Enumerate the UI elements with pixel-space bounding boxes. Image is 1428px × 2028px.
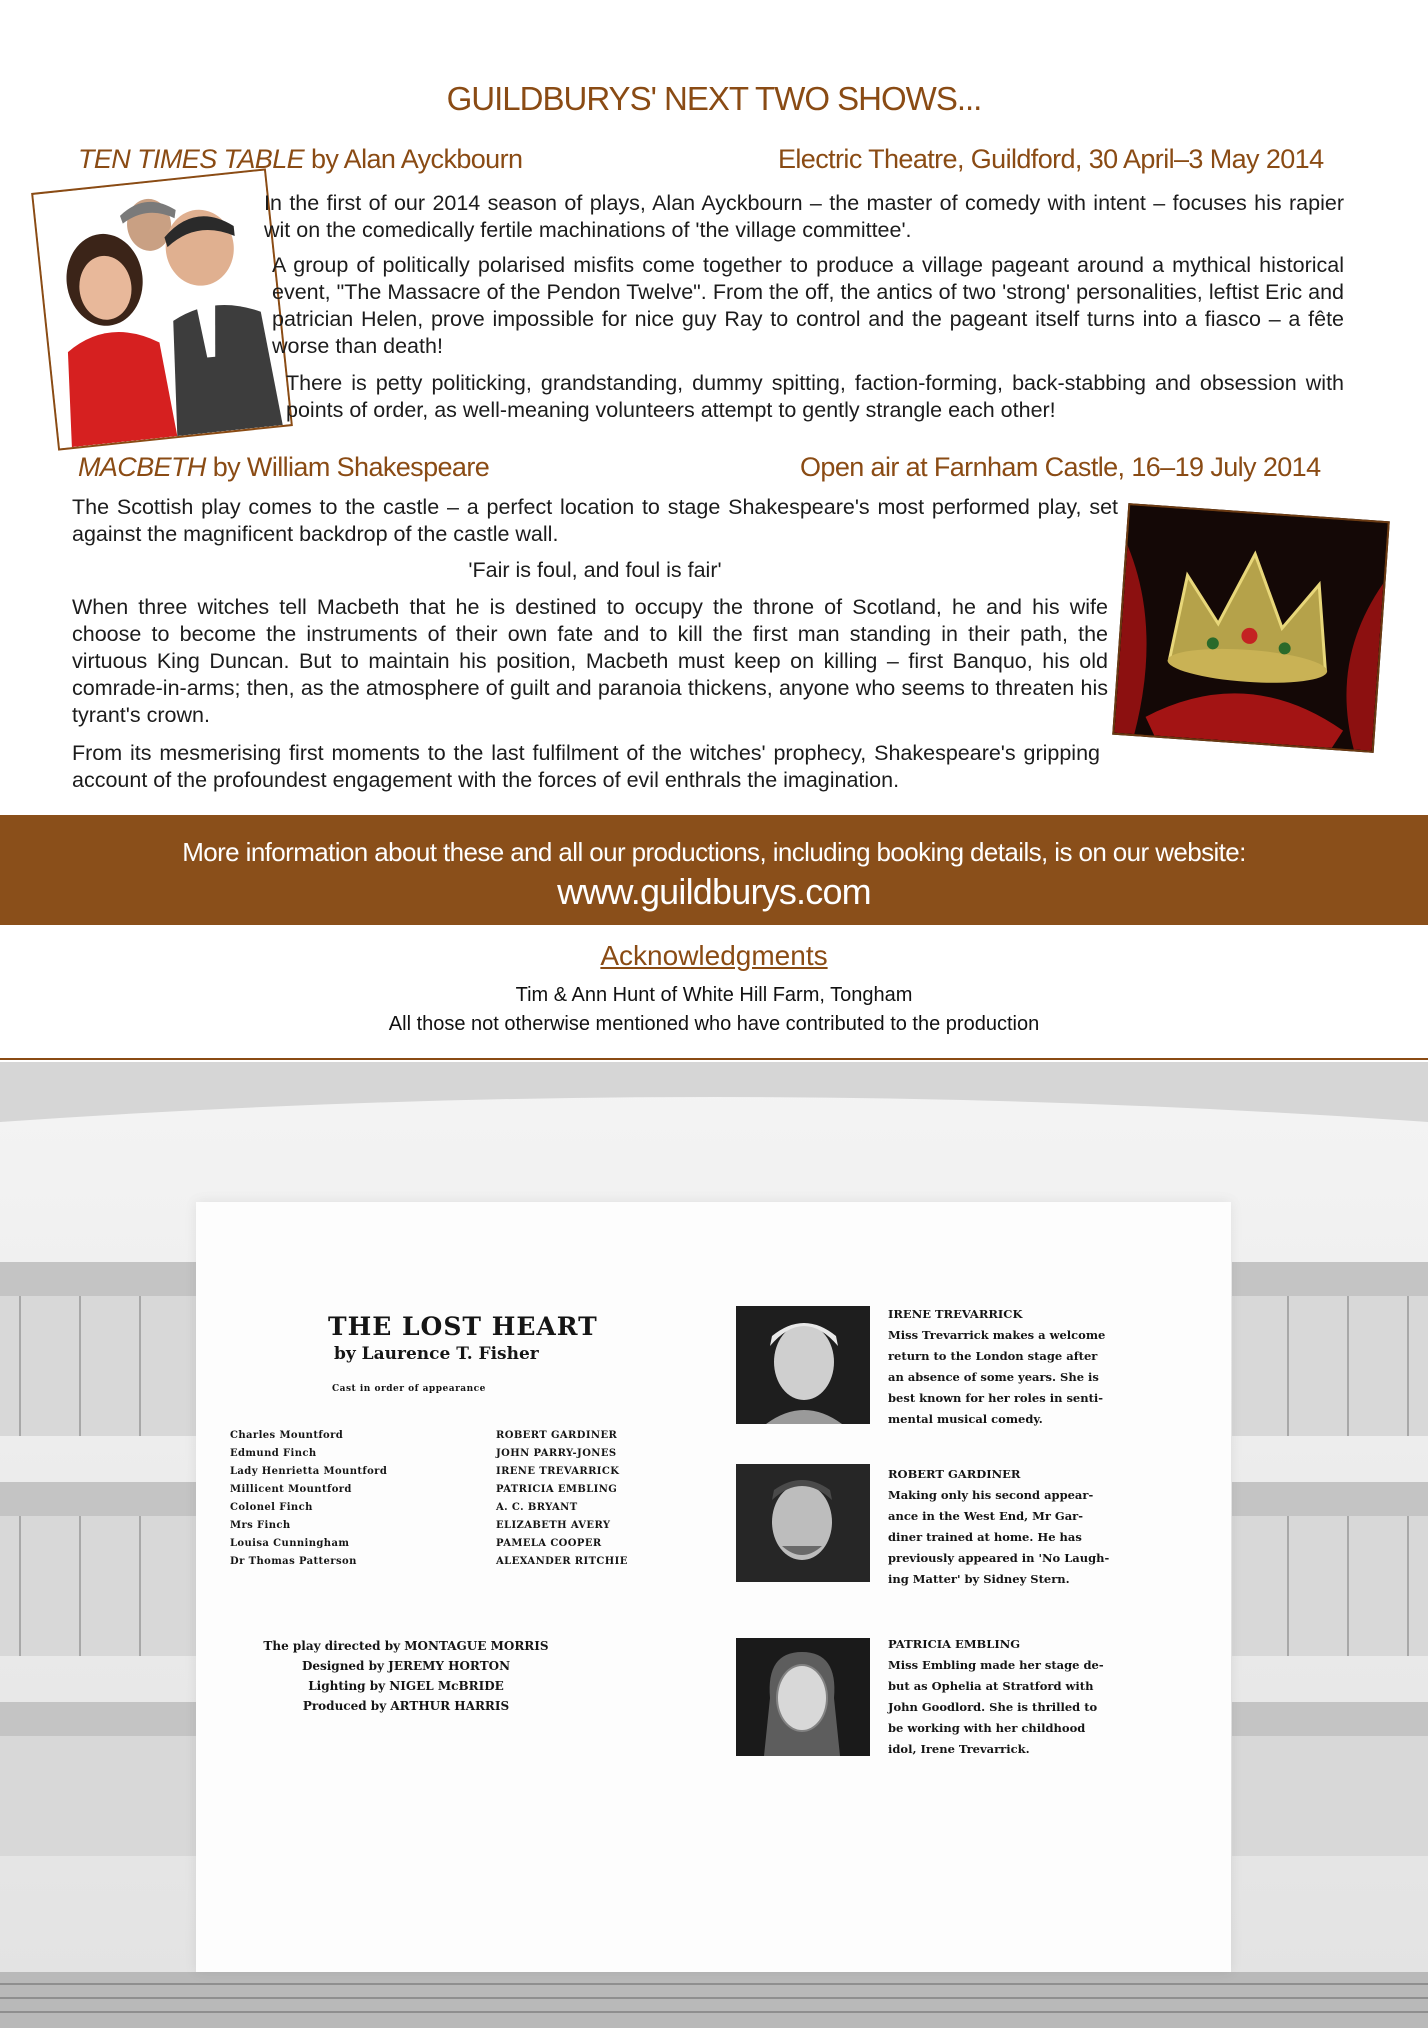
cast-role: Louisa Cunningham <box>230 1538 350 1549</box>
banner-text: More information about these and all our productions, including booking details, is on our website: <box>182 837 1246 867</box>
show2-paragraph-1: The Scottish play comes to the castle – a perfect location to stage Shakespeare's most performed play, set against the magnificent backdrop of the castle wall. <box>72 495 1118 546</box>
theatre-background <box>0 1062 1428 2028</box>
bio-line: Miss Embling made her stage de- <box>888 1658 1104 1672</box>
bio-line: but as Ophelia at Stratford with <box>888 1679 1094 1693</box>
actor-name: PATRICIA EMBLING <box>888 1637 1021 1651</box>
show1-venue: Electric Theatre, Guildford, 30 April–3 May 2014 <box>778 144 1324 174</box>
cast-actor: ALEXANDER RITCHIE <box>496 1556 628 1567</box>
bio-line: best known for her roles in senti- <box>888 1391 1104 1405</box>
show2-paragraph-2: When three witches tell Macbeth that he is destined to occupy the throne of Scotland, he and his wife choose to become the instruments of their own fate and to kill the first man standing in their path, the virtuous King Duncan. But to maintain his position, Macbeth must keep on killing – first Banquo, his old comrade-in-arms; then, as the atmosphere of guilt and paranoia thickens, anyone who seems to threaten his tyrant's crown. <box>72 595 1108 727</box>
actor-photo <box>736 1638 870 1756</box>
show1-paragraph-3: There is petty politicking, grandstanding, dummy spitting, faction-forming, back-stabbing and obsession with points of order, as well-meaning volunteers attempt to gently strangle each other! <box>286 371 1344 422</box>
programme-credits <box>246 1636 566 1716</box>
bio-line: idol, Irene Trevarrick. <box>888 1742 1030 1756</box>
cast-actor: JOHN PARRY-JONES <box>496 1448 617 1459</box>
bio-line: diner trained at home. He has <box>888 1530 1082 1544</box>
credit-line: Designed by JEREMY HORTON <box>301 1659 511 1673</box>
cast-actor: PATRICIA EMBLING <box>496 1484 618 1495</box>
cast-role: Lady Henrietta Mountford <box>230 1466 388 1477</box>
cast-actor: A. C. BRYANT <box>496 1502 578 1513</box>
show2-venue: Open air at Farnham Castle, 16–19 July 2014 <box>800 452 1321 482</box>
cast-role: Millicent Mountford <box>230 1484 352 1495</box>
bio-line: John Goodlord. She is thrilled to <box>888 1700 1098 1714</box>
bio-line: previously appeared in 'No Laugh- <box>888 1551 1110 1565</box>
macbeth-crown-image <box>1112 503 1390 753</box>
cast-role: Dr Thomas Patterson <box>230 1556 357 1567</box>
cast-actor: IRENE TREVARRICK <box>496 1466 620 1477</box>
actor-bio <box>888 1634 1104 1760</box>
actor-photo <box>736 1464 870 1582</box>
cast-role: Edmund Finch <box>230 1448 317 1459</box>
bio-line: return to the London stage after <box>888 1349 1098 1363</box>
website-banner <box>0 815 1428 925</box>
cast-role: Colonel Finch <box>230 1502 313 1513</box>
actor-name: ROBERT GARDINER <box>888 1467 1021 1481</box>
show1-author: by Alan Ayckbourn <box>310 144 523 174</box>
show2-author: by William Shakespeare <box>212 452 490 482</box>
credit-line: Lighting by NIGEL McBRIDE <box>308 1679 504 1693</box>
bio-line: be working with her childhood <box>888 1721 1086 1735</box>
show1-heading <box>78 144 522 175</box>
show2-title: MACBETH <box>78 452 206 482</box>
actor-photo <box>736 1306 870 1424</box>
acknowledgments-title: Acknowledgments <box>600 940 828 971</box>
actor-name: IRENE TREVARRICK <box>888 1307 1023 1321</box>
show1-paragraph-2: A group of politically polarised misfits come together to produce a village pageant around a mythical historical event, "The Massacre of the Pendon Twelve". From the off, the antics of two 'strong' personalities, leftist Eric and patrician Helen, prove impossible for nice guy Ray to control and the pageant itself turns into a fiasco – a fête worse than death! <box>272 253 1344 358</box>
cast-role: Mrs Finch <box>230 1520 291 1531</box>
vintage-programme <box>196 1202 1231 1972</box>
credit-line: Produced by ARTHUR HARRIS <box>302 1699 510 1713</box>
ten-times-table-photo <box>31 168 293 450</box>
show2-heading <box>78 452 489 483</box>
bio-line: Making only his second appear- <box>888 1488 1094 1502</box>
macbeth-quote: 'Fair is foul, and foul is fair' <box>468 558 722 582</box>
bio-line: ing Matter' by Sidney Stern. <box>888 1572 1070 1586</box>
website-link[interactable]: www.guildburys.com <box>557 871 871 912</box>
page-heading: GUILDBURYS' NEXT TWO SHOWS... <box>446 80 982 117</box>
actor-bio <box>888 1464 1109 1590</box>
credit-line: The play directed by MONTAGUE MORRIS <box>263 1639 549 1653</box>
show1-paragraph-1: In the first of our 2014 season of plays, Alan Ayckbourn – the master of comedy with intent – focuses his rapier wit on the comedically fertile machinations of 'the village committee'. <box>264 191 1344 242</box>
cast-role: Charles Mountford <box>230 1430 344 1441</box>
actor-bio <box>888 1304 1105 1430</box>
programme-play-author: by Laurence T. Fisher <box>334 1344 539 1364</box>
bio-line: ance in the West End, Mr Gar- <box>888 1509 1084 1523</box>
programme-cast-heading: Cast in order of appearance <box>332 1384 486 1394</box>
acknowledgment-line-2: All those not otherwise mentioned who have contributed to the production <box>388 1013 1040 1035</box>
bio-line: mental musical comedy. <box>888 1412 1043 1426</box>
bio-line: Miss Trevarrick makes a welcome <box>888 1328 1106 1342</box>
acknowledgment-line-1: Tim & Ann Hunt of White Hill Farm, Tongham <box>515 984 913 1006</box>
cast-actor: PAMELA COOPER <box>496 1538 602 1549</box>
bio-line: an absence of some years. She is <box>888 1370 1099 1384</box>
cast-actor: ROBERT GARDINER <box>496 1430 618 1441</box>
cast-actor: ELIZABETH AVERY <box>496 1520 611 1531</box>
show1-title: TEN TIMES TABLE <box>78 144 305 174</box>
programme-play-title: THE LOST HEART <box>328 1312 598 1341</box>
section-divider <box>0 1058 1428 1060</box>
show2-paragraph-3: From its mesmerising first moments to the last fulfilment of the witches' prophecy, Shakespeare's gripping account of the profoundest engagement with the forces of evil enthrals the imagination. <box>72 741 1100 792</box>
